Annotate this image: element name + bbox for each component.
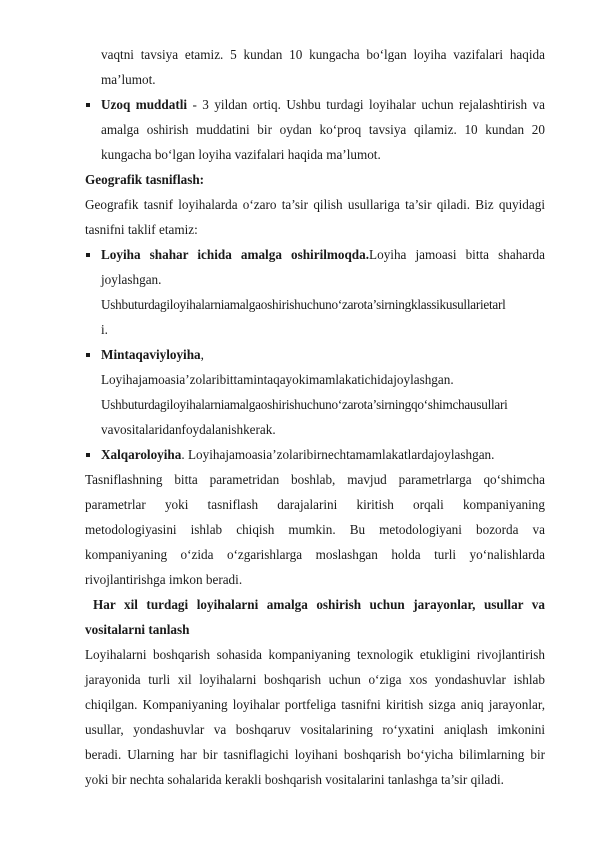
list-item-line: vavositalaridanfoydalanishkerak. (101, 422, 276, 437)
section-title: Har xil turdagi loyihalarni amalga oshirish uchun jarayonlar, usullar va (93, 597, 545, 612)
paragraph-line: Tasniflashning bitta parametridan boshlab, mavjud parametrlarga qo‘shimcha (85, 472, 545, 487)
list-item-line: Ushbuturdagiloyihalarniamalgaoshirishuchuno‘zarota’sirningqo‘shimchausullari (101, 397, 508, 412)
paragraph-line: tasnifni taklif etamiz: (85, 222, 198, 237)
paragraph-line: metodologiyasini ishlab chiqish mumkin. Bu metodologiyani bozorda va (85, 522, 545, 537)
paragraph-line: beradi. Ularning har bir tasniflagichi loyihani boshqarish bo‘yicha bilimlarning bir (85, 747, 545, 762)
list-item-text: - 3 yildan ortiq. Ushbu turdagi loyihalar uchun rejalashtirish va (187, 97, 545, 112)
list-item-international (101, 447, 494, 463)
list-item-line: i. (101, 322, 108, 337)
paragraph-line: jarayonida turli xil loyihalarni boshqarish uchun o‘ziga xos yondashuvlar ishlab (85, 672, 545, 687)
bullet-icon (86, 253, 90, 257)
list-item-continuation-line: vaqtni tavsiya etamiz. 5 kundan 10 kungacha bo‘lgan loyiha vazifalari haqida (101, 47, 545, 62)
list-item-line: amalga oshirish muddatini bir oydan ko‘proq tavsiya qilamiz. 10 kundan 20 (101, 122, 545, 137)
list-item-regional: Mintaqaviyloyiha, (101, 347, 204, 362)
list-item-line: Ushbuturdagiloyihalarniamalgaoshirishuchuno‘zarota’sirningklassikusullarietarl (101, 297, 506, 312)
section-title-line: vositalarni tanlash (85, 622, 190, 637)
paragraph-line: chiqilgan. Kompaniyaning loyihalar portfeliga tasnifni kiritish sizga aniq jarayonlar, (85, 697, 545, 712)
bullet-icon (86, 453, 90, 457)
list-item-title: Uzoq muddatli (101, 97, 188, 112)
paragraph-line: Geografik tasnif loyihalarda o‘zaro ta’sir qilish usullariga ta’sir qiladi. Biz quyidagi (85, 197, 545, 212)
list-item-long-term (101, 97, 545, 113)
list-item-title: Loyiha shahar ichida amalga oshirilmoqda. (101, 247, 370, 262)
paragraph-line: kompaniyaning o‘zida o‘zgarishlarga moslashgan holda turli yo‘nalishlarda (85, 547, 545, 562)
list-item-continuation-line: ma’lumot. (101, 72, 156, 87)
paragraph-line: rivojlantirishga imkon beradi. (85, 572, 243, 587)
paragraph-line: parametrlar yoki tasniflash darajalarini kiritish orqali kompaniyaning (85, 497, 545, 512)
list-item-text: . Loyihajamoasia’zolaribirnechtamamlakatlardajoylashgan. (181, 447, 495, 462)
list-item-title: Xalqaroloyiha (101, 447, 182, 462)
list-item-city (101, 247, 545, 263)
list-item-line: kungacha bo‘lgan loyiha vazifalari haqida ma’lumot. (101, 147, 381, 162)
paragraph-line: usullar, yondashuvlar va boshqaruv vositalarining ro‘yxatini aniqlash imkonini (85, 722, 545, 737)
list-item-text: Loyiha jamoasi bitta shaharda (369, 247, 545, 262)
paragraph-line: yoki bir nechta sohalarida kerakli boshqarish vositalarini tanlashga ta’sir qiladi. (85, 772, 504, 787)
list-item-title: Mintaqaviyloyiha (101, 347, 201, 362)
list-item-line: joylashgan. (101, 272, 162, 287)
paragraph-line: Loyihalarni boshqarish sohasida kompaniyaning texnologik etukligini rivojlantirish (85, 647, 545, 662)
bullet-icon (86, 353, 90, 357)
list-item-line: Loyihajamoasia’zolaribittamintaqayokimamlakatichidajoylashgan. (101, 372, 454, 387)
bullet-icon (86, 103, 90, 107)
section-heading: Geografik tasniflash: (85, 172, 205, 187)
